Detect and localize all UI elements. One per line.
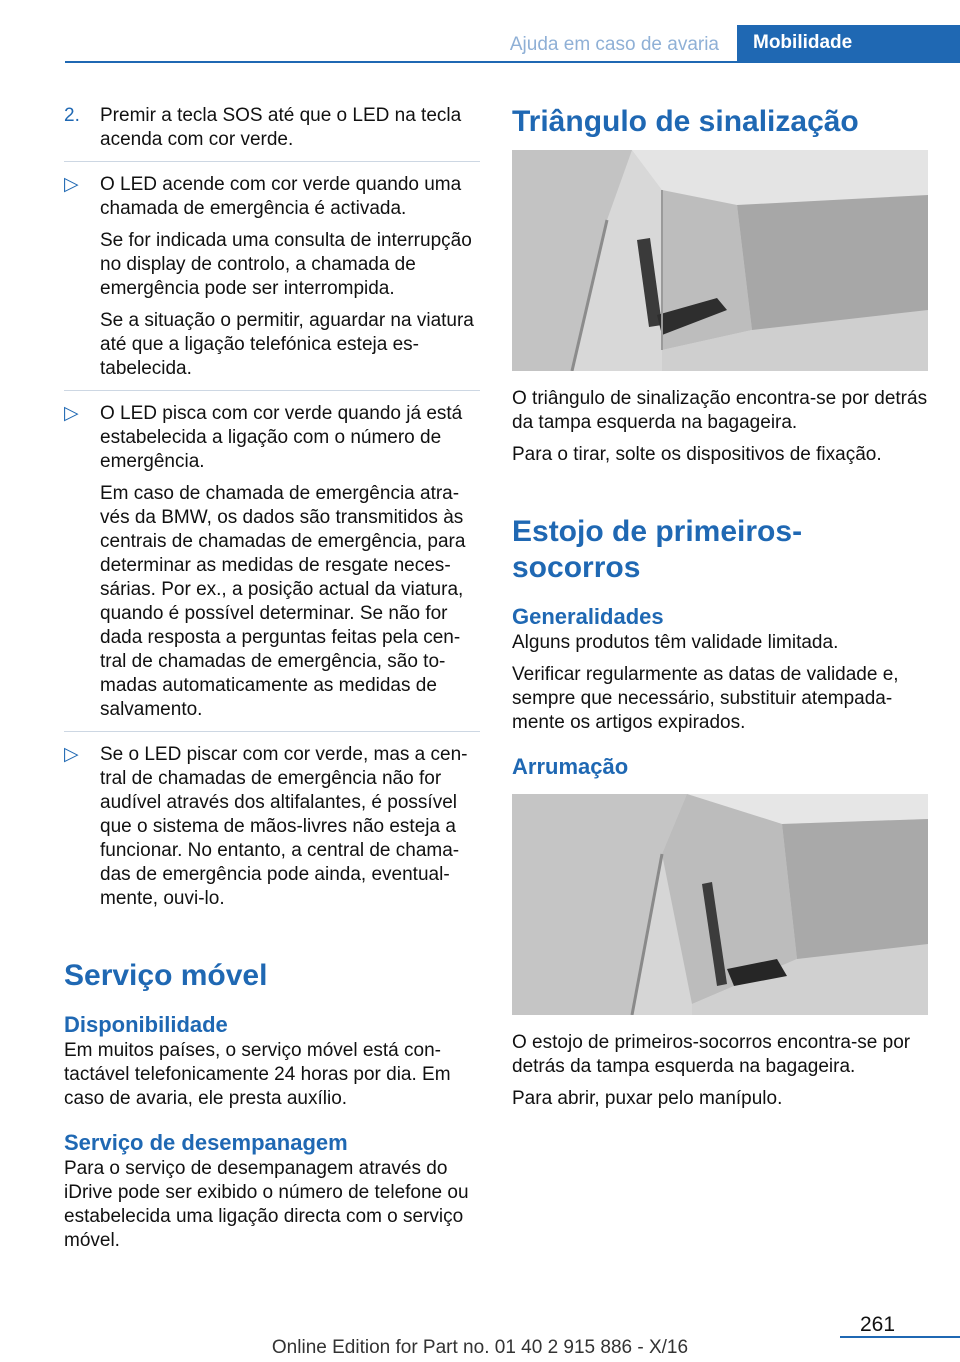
bullet-text: O LED pisca com cor verde quando já está estabelecida a ligação com o número de emergência. (100, 403, 463, 472)
bullet-item (64, 402, 480, 722)
heading-mobile-service: Serviço móvel (64, 959, 268, 992)
triangle-bullet-icon: ▷ (64, 744, 79, 765)
triangle-text: O triângulo de sinalização encontra-se por detrás da tampa esquerda na bagageira. (512, 388, 928, 433)
divider (64, 390, 480, 391)
heading-warning-triangle: Triângulo de sinalização (512, 105, 859, 138)
bullet-text: Em caso de chamada de emergência através da BMW, os dados são transmitidos às centrais de chamadas de emergência, para determinar as medidas de resgate necessárias. Por ex., a posição actual da viatura, quando é possível determinar. Se não for dada resposta a perguntas feitas pela central de chamadas de emergência, são tomadas automaticamente as medidas de salvamento. (100, 483, 466, 720)
header-rule (65, 61, 960, 63)
right-column (512, 104, 928, 1111)
footer-edition: Online Edition for Part no. 01 40 2 915 886 - X/16 (271, 1337, 689, 1358)
trunk-first-aid-photo (512, 794, 928, 1015)
step-text: Premir a tecla SOS até que o LED na tecla acenda com cor verde. (100, 105, 462, 150)
bullet-item (64, 743, 480, 911)
heading-towing-service: Serviço de desempanagem (64, 1130, 348, 1155)
page-number: 261 (860, 1313, 896, 1336)
heading-availability: Disponibilidade (64, 1012, 228, 1037)
triangle-bullet-icon: ▷ (64, 174, 79, 195)
divider (64, 731, 480, 732)
general-text: Alguns produtos têm validade limitada. (512, 632, 839, 653)
bullet-text: Se a situação o permitir, aguardar na viatura até que a ligação telefónica esteja estabelecida. (100, 310, 474, 379)
bullet-item (64, 173, 480, 381)
bullet-text: Se o LED piscar com cor verde, mas a central de chamadas de emergência não for audível através dos altifalantes, é possível que o sistema de mãos-livres não esteja a funcionar. No entanto, a central de chamadas de emergência pode ainda, eventualmente, ouvi-lo. (100, 744, 468, 909)
bullet-text: O LED acende com cor verde quando uma chamada de emergência é activada. (100, 174, 462, 219)
availability-text: Em muitos países, o serviço móvel está contactável telefonicamente 24 horas por dia. Em caso de avaria, ele presta auxílio. (64, 1040, 451, 1109)
left-column (64, 104, 480, 1253)
heading-general: Generalidades (512, 604, 664, 629)
triangle-bullet-icon: ▷ (64, 403, 79, 424)
trunk-triangle-photo (512, 150, 928, 371)
storage-text: O estojo de primeiros-socorros encontra-se por detrás da tampa esquerda na bagageira. (512, 1032, 911, 1077)
general-text: Verificar regularmente as datas de validade e, sempre que necessário, substituir atempadamente os artigos expirados. (512, 664, 899, 733)
heading-storage: Arrumação (512, 754, 629, 779)
triangle-text: Para o tirar, solte os dispositivos de fixação. (512, 444, 882, 465)
divider (64, 161, 480, 162)
storage-text: Para abrir, puxar pelo manípulo. (512, 1088, 783, 1109)
step-2 (64, 104, 480, 152)
header-section: Ajuda em caso de avaria (509, 34, 719, 55)
heading-first-aid-kit: Estojo de primeiros-socorros (512, 515, 803, 584)
towing-text: Para o serviço de desempanagem através do iDrive pode ser exibido o número de telefone ou estabelecida uma ligação directa com o serviço móvel. (64, 1158, 469, 1251)
header-chapter-tab[interactable]: Mobilidade (737, 25, 960, 61)
step-number: 2. (64, 105, 80, 126)
bullet-text: Se for indicada uma consulta de interrupção no display de controlo, a chamada de emergência pode ser interrompida. (100, 230, 472, 299)
